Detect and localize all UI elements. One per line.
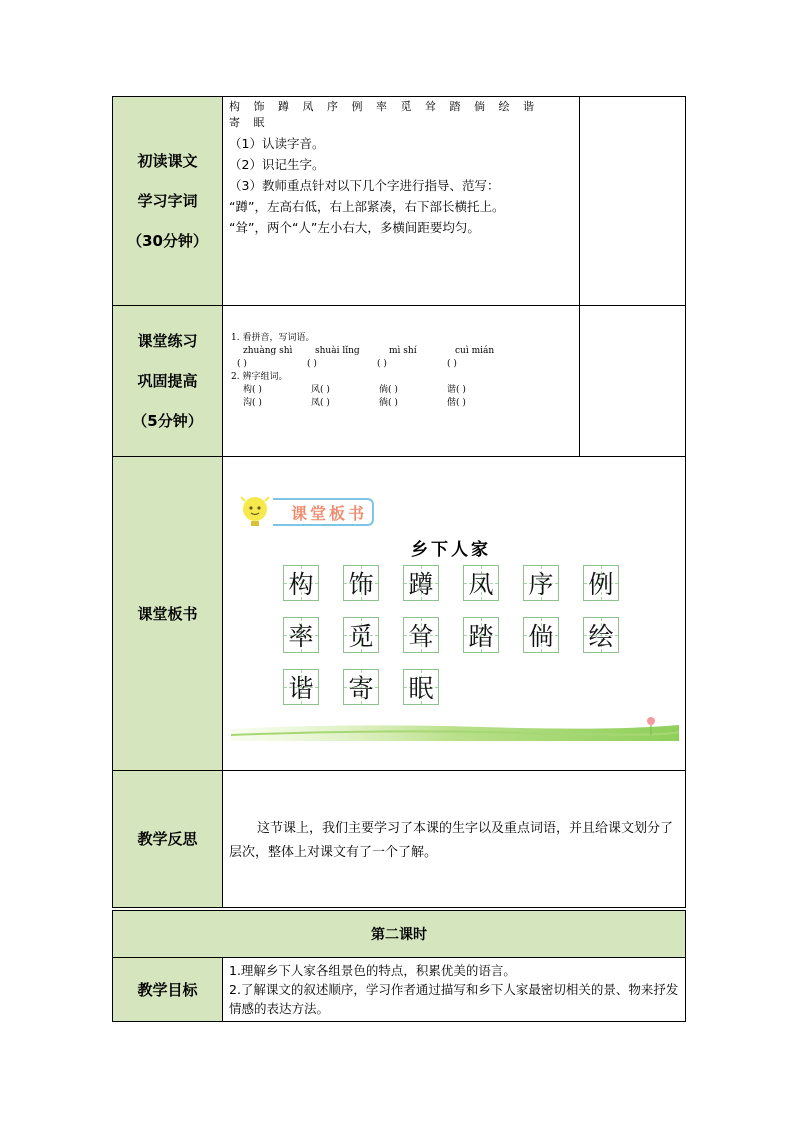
char-cell: 寄	[343, 669, 379, 705]
label-line: 教学反思	[137, 830, 198, 848]
row-blackboard	[113, 457, 686, 771]
row-first-reading	[113, 97, 686, 306]
char-cell: 率	[283, 617, 319, 653]
question-2: 2. 辨字组词。	[231, 372, 288, 382]
section-header-row	[113, 911, 686, 958]
notes-cell	[580, 97, 686, 306]
content-practice	[223, 306, 580, 457]
pinyin-item: mì shí	[389, 346, 417, 356]
step-text: （2）识记生字。	[229, 157, 325, 172]
row-reflection	[113, 771, 686, 908]
goal-item: 1.理解乡下人家各组景色的特点，积累优美的语言。	[229, 963, 516, 978]
char-cell: 序	[523, 565, 559, 601]
pair-item: 风( )	[311, 385, 330, 395]
second-period-table	[112, 910, 686, 1022]
label-line: 教学目标	[137, 981, 198, 999]
note-text: “耸”，两个“人”左小右大，多横间距要均匀。	[229, 220, 480, 235]
pair-item: 沟( )	[243, 398, 262, 408]
label-line: 学习字词	[137, 192, 198, 210]
label-line: 巩固提高	[137, 372, 198, 390]
row-label-practice	[113, 306, 223, 457]
answer-blank: ( )	[447, 359, 457, 369]
pinyin-item: cuì mián	[455, 346, 495, 356]
section-title: 第二课时	[113, 911, 686, 958]
board-title: 乡下人家	[411, 540, 491, 560]
char-cell: 凤	[463, 565, 499, 601]
lesson-plan-table	[112, 96, 686, 908]
char-list-line: 寄 眠	[229, 116, 270, 129]
char-cell: 眠	[403, 669, 439, 705]
content-reflection	[223, 771, 686, 908]
blackboard-panel	[223, 457, 685, 769]
label-line: （30分钟）	[127, 232, 208, 250]
label-line: 课堂板书	[137, 604, 198, 623]
note-text: “蹲”，左高右低，右上部紧凑，右下部长横托上。	[229, 199, 505, 214]
char-list-line: 构 饰 蹲 凤 序 例 率 觅 耸 踏 倘 绘 谐	[229, 100, 539, 113]
label-line: 课堂练习	[137, 332, 198, 350]
row-label-first-reading	[113, 97, 223, 306]
pair-item: 徜( )	[379, 398, 398, 408]
label-line: （5分钟）	[132, 412, 203, 430]
label-line: 初读课文	[137, 152, 198, 170]
grass-decoration	[231, 715, 679, 741]
answer-blank: ( )	[377, 359, 387, 369]
char-cell: 踏	[463, 617, 499, 653]
answer-blank: ( )	[237, 359, 247, 369]
row-label-goals	[113, 958, 223, 1022]
content-goals	[223, 958, 686, 1022]
notes-cell	[580, 306, 686, 457]
pair-item: 构( )	[243, 385, 262, 395]
reflection-text: 这节课上，我们主要学习了本课的生字以及重点词语，并且给课文划分了层次，整体上对课文有了一个了解。	[229, 821, 674, 860]
char-cell: 谐	[283, 669, 319, 705]
pair-item: 偕( )	[447, 398, 466, 408]
char-cell: 饰	[343, 565, 379, 601]
pinyin-item: zhuàng shì	[243, 346, 293, 356]
char-cell: 觅	[343, 617, 379, 653]
content-blackboard	[223, 457, 686, 771]
char-cell: 倘	[523, 617, 559, 653]
row-label-reflection	[113, 771, 223, 908]
char-cell: 构	[283, 565, 319, 601]
goal-item: 2.了解课文的叙述顺序，学习作者通过描写和乡下人家最密切相关的景、物来抒发情感的表达方法。	[229, 982, 679, 1016]
step-text: （1）认读字音。	[229, 136, 325, 151]
char-cell: 绘	[583, 617, 619, 653]
pair-item: 谐( )	[447, 385, 466, 395]
answer-blank: ( )	[307, 359, 317, 369]
char-cell: 耸	[403, 617, 439, 653]
content-first-reading	[223, 97, 580, 306]
pinyin-item: shuài lǐng	[315, 346, 360, 356]
row-label-blackboard	[113, 457, 223, 771]
question-1: 1. 看拼音，写词语。	[231, 333, 315, 343]
row-practice	[113, 306, 686, 457]
board-logo-text: 课堂板书	[291, 504, 368, 523]
char-cell: 例	[583, 565, 619, 601]
pair-item: 凤( )	[311, 398, 330, 408]
row-goals	[113, 958, 686, 1022]
pair-item: 倘( )	[379, 385, 398, 395]
char-cell: 蹲	[403, 565, 439, 601]
step-text: （3）教师重点针对以下几个字进行指导、范写：	[229, 178, 500, 193]
